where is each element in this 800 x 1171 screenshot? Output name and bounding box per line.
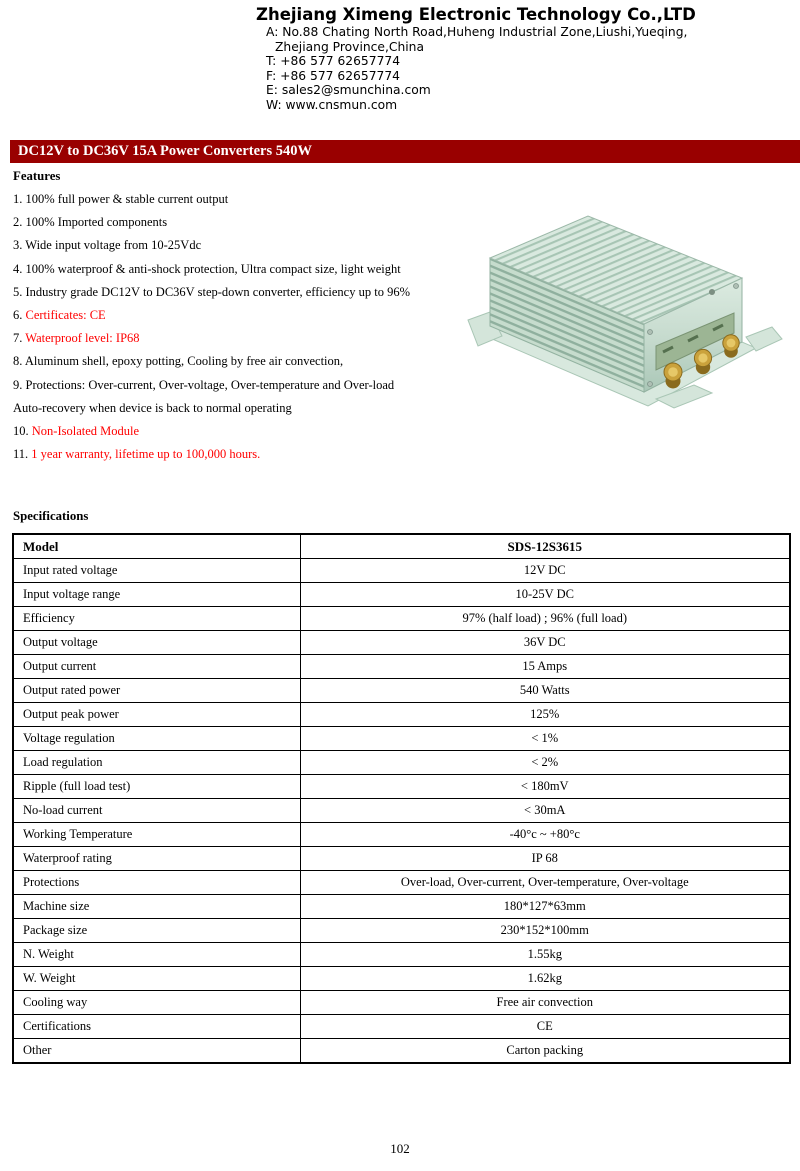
panel-screw [648,330,653,335]
feature-text: Certificates: CE [25,308,106,323]
spec-label: Output voltage [13,631,300,655]
address-line-2: Zhejiang Province,China [275,39,425,54]
brass-terminal [723,335,739,358]
spec-value: 12V DC [300,559,790,583]
spec-value: 15 Amps [300,655,790,679]
feature-text: 1 year warranty, lifetime up to 100,000 hours. [31,447,261,462]
spec-value: < 30mA [300,799,790,823]
spec-value: 540 Watts [300,679,790,703]
spec-value: 1.62kg [300,967,790,991]
feature-number: 10. [13,424,29,439]
table-row [13,991,790,1015]
website: W: www.cnsmun.com [266,97,398,112]
feature-text: Waterproof level: IP68 [25,331,140,346]
spec-value: Carton packing [300,1039,790,1064]
table-row [13,1015,790,1039]
spec-label: Output rated power [13,679,300,703]
panel-screw [648,382,653,387]
table-row [13,847,790,871]
table-row [13,583,790,607]
table-row [13,727,790,751]
feature-number: 7. [13,331,23,346]
feature-number: 9. [13,377,23,392]
feature-item [13,281,410,304]
spec-label: Certifications [13,1015,300,1039]
spec-label: Load regulation [13,751,300,775]
specifications-table [12,533,791,1064]
spec-value: SDS-12S3615 [300,534,790,559]
company-name: Zhejiang Ximeng Electronic Technology Co.,LTD [256,5,696,24]
spec-value: Free air convection [300,991,790,1015]
address-line-1: A: No.88 Chating North Road,Huheng Industrial Zone,Liushi,Yueqing, [266,25,688,39]
spec-value: -40°c ~ +80°c [300,823,790,847]
telephone: T: +86 577 62657774 [266,54,401,69]
features-heading: Features [13,169,61,183]
spec-value: IP 68 [300,847,790,871]
feature-item [13,374,410,397]
spec-value: < 2% [300,751,790,775]
feature-text: Wide input voltage from 10-25Vdc [25,238,202,253]
table-row [13,775,790,799]
table-row [13,895,790,919]
spec-label: Output current [13,655,300,679]
spec-label: Other [13,1039,300,1064]
brass-terminal [664,363,682,389]
feature-item [13,397,410,420]
specifications-heading: Specifications [13,509,89,523]
spec-value: 1.55kg [300,943,790,967]
spec-label: Input rated voltage [13,559,300,583]
spec-label: Input voltage range [13,583,300,607]
feature-number: 3. [13,238,23,253]
feature-item [13,304,410,327]
spec-value: < 180mV [300,775,790,799]
spec-label: Waterproof rating [13,847,300,871]
feature-item [13,350,410,373]
spec-value: 230*152*100mm [300,919,790,943]
page-number: 102 [390,1141,410,1156]
feature-item [13,420,410,443]
spec-label: Machine size [13,895,300,919]
feature-item [13,188,410,211]
spec-label: No-load current [13,799,300,823]
feature-number: 8. [13,354,23,369]
spec-label: W. Weight [13,967,300,991]
spec-value: 180*127*63mm [300,895,790,919]
feature-number: 1. [13,192,23,206]
feature-number: 5. [13,284,23,299]
table-row [13,1039,790,1064]
spec-value: 36V DC [300,631,790,655]
table-row [13,919,790,943]
feature-text: Auto-recovery when device is back to normal operating [13,400,292,415]
spec-value: 125% [300,703,790,727]
table-row [13,607,790,631]
table-row [13,751,790,775]
spec-value: 10-25V DC [300,583,790,607]
feature-item [13,211,410,234]
spec-label: Output peak power [13,703,300,727]
feature-number: 11. [13,447,29,462]
spec-value: Over-load, Over-current, Over-temperature, Over-voltage [300,871,790,895]
feature-text: Aluminum shell, epoxy potting, Cooling by free air convection, [24,354,344,369]
feature-number: 6. [13,308,23,323]
feature-text: 100% Imported components [25,215,168,230]
brass-terminal [694,349,711,374]
product-title-banner: DC12V to DC36V 15A Power Converters 540W [10,140,800,163]
top-screw [709,289,715,295]
feature-text: Protections: Over-current, Over-voltage, Over-temperature and Over-load [25,377,395,392]
product-image [460,196,798,414]
spec-label: Cooling way [13,991,300,1015]
feature-text: Industry grade DC12V to DC36V step-down converter, efficiency up to 96% [25,284,410,299]
table-row [13,871,790,895]
table-row [13,534,790,559]
contact-block [266,25,687,113]
table-row [13,823,790,847]
feature-item [13,327,410,350]
spec-label: Package size [13,919,300,943]
spec-value: < 1% [300,727,790,751]
spec-label: N. Weight [13,943,300,967]
email: E: sales2@smunchina.com [266,83,431,98]
table-row [13,679,790,703]
feature-number: 4. [13,261,23,276]
table-row [13,703,790,727]
table-row [13,967,790,991]
spec-label: Model [13,534,300,559]
spec-value: CE [300,1015,790,1039]
spec-label: Ripple (full load test) [13,775,300,799]
table-row [13,631,790,655]
spec-label: Working Temperature [13,823,300,847]
feature-item [13,258,410,281]
feature-text: 100% full power & stable current output [25,192,229,206]
table-row [13,943,790,967]
spec-value: 97% (half load) ; 96% (full load) [300,607,790,631]
spec-label: Voltage regulation [13,727,300,751]
feature-text: 100% waterproof & anti-shock protection, Ultra compact size, light weight [25,261,401,276]
feature-number: 2. [13,215,23,230]
feature-text: Non-Isolated Module [31,424,140,439]
spec-label: Protections [13,871,300,895]
table-row [13,655,790,679]
feature-item [13,443,410,466]
spec-label: Efficiency [13,607,300,631]
features-list [13,188,410,466]
panel-screw [734,284,739,289]
table-row [13,559,790,583]
feature-item [13,234,410,257]
fax: F: +86 577 62657774 [266,68,400,83]
table-row [13,799,790,823]
